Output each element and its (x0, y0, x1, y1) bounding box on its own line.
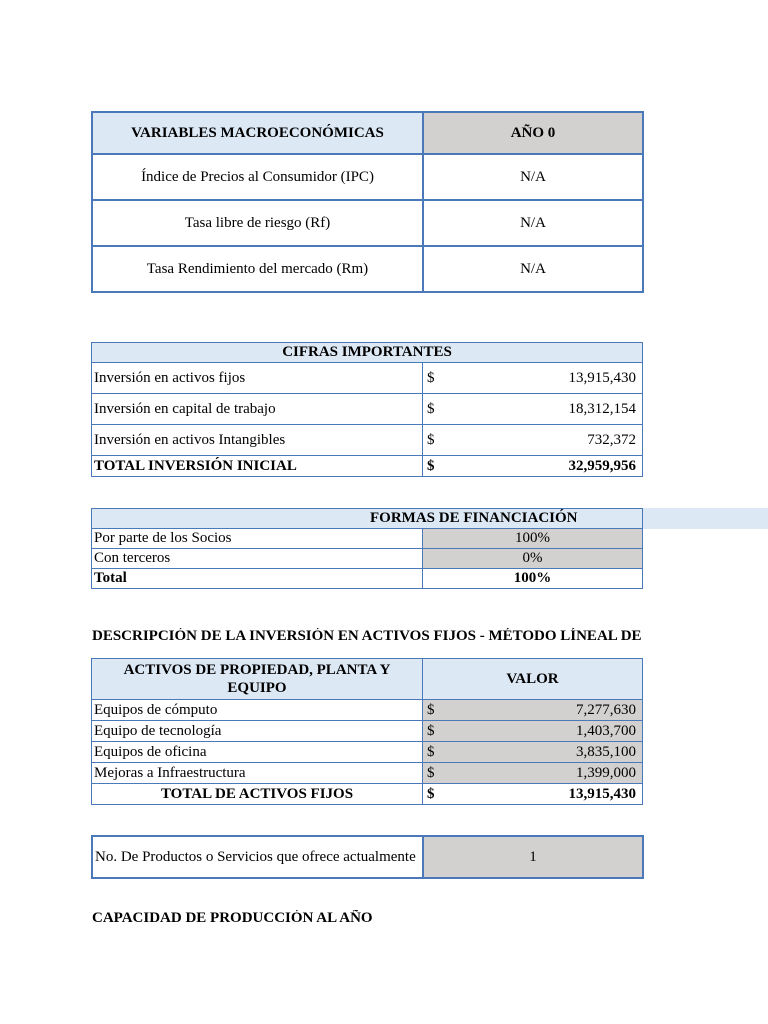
financiacion-title[interactable]: FORMAS DE FINANCIACIÓN (92, 509, 643, 529)
currency-symbol: $ (423, 742, 463, 763)
activo-row-label[interactable]: Equipos de cómputo (92, 700, 423, 721)
financiacion-row-value[interactable]: 100% (423, 529, 643, 549)
capacidad-section-title: CAPACIDAD DE PRODUCCIÓN AL AÑO (92, 910, 373, 926)
activo-row-value[interactable]: 7,277,630 (463, 700, 643, 721)
activo-row-label[interactable]: Equipo de tecnología (92, 721, 423, 742)
activo-row-value[interactable]: 1,403,700 (463, 721, 643, 742)
cifras-title[interactable]: CIFRAS IMPORTANTES (92, 343, 643, 363)
macro-row-rf-value[interactable]: N/A (423, 200, 643, 246)
financiacion-row-label[interactable]: Por parte de los Socios (92, 529, 423, 549)
activo-row-value[interactable]: 1,399,000 (463, 763, 643, 784)
activo-row-value[interactable]: 3,835,100 (463, 742, 643, 763)
activos-fijos-table (91, 658, 643, 805)
macro-row-ipc-value[interactable]: N/A (423, 154, 643, 200)
macro-row-rf-label[interactable]: Tasa libre de riesgo (Rf) (92, 200, 423, 246)
currency-symbol: $ (423, 700, 463, 721)
activos-total-value[interactable]: 13,915,430 (463, 784, 643, 805)
cifras-row-value[interactable]: 18,312,154 (463, 394, 643, 425)
macro-header-variables[interactable]: VARIABLES MACROECONÓMICAS (92, 112, 423, 154)
productos-table (91, 835, 644, 879)
macro-variables-table (91, 111, 644, 293)
cifras-total-value[interactable]: 32,959,956 (463, 456, 643, 477)
financiacion-row-label[interactable]: Con terceros (92, 549, 423, 569)
cifras-total-label[interactable]: TOTAL INVERSIÓN INICIAL (92, 456, 423, 477)
financiacion-row-value[interactable]: 0% (423, 549, 643, 569)
macro-row-ipc-label[interactable]: Índice de Precios al Consumidor (IPC) (92, 154, 423, 200)
activos-header-assets[interactable]: ACTIVOS DE PROPIEDAD, PLANTA Y EQUIPO (92, 659, 423, 700)
activos-total-label[interactable]: TOTAL DE ACTIVOS FIJOS (92, 784, 423, 805)
currency-symbol: $ (423, 763, 463, 784)
financiacion-header-extension (642, 508, 768, 529)
cifras-row-label[interactable]: Inversión en capital de trabajo (92, 394, 423, 425)
productos-label[interactable]: No. De Productos o Servicios que ofrece actualmente (92, 836, 423, 878)
macro-row-rm-label[interactable]: Tasa Rendimiento del mercado (Rm) (92, 246, 423, 292)
cifras-row-label[interactable]: Inversión en activos Intangibles (92, 425, 423, 456)
financiacion-table (91, 508, 643, 589)
cifras-row-value[interactable]: 13,915,430 (463, 363, 643, 394)
cifras-row-value[interactable]: 732,372 (463, 425, 643, 456)
currency-symbol: $ (423, 784, 463, 805)
currency-symbol: $ (423, 394, 463, 425)
currency-symbol: $ (423, 363, 463, 394)
productos-value[interactable]: 1 (423, 836, 643, 878)
financiacion-total-label[interactable]: Total (92, 569, 423, 589)
activo-row-label[interactable]: Mejoras a Infraestructura (92, 763, 423, 784)
currency-symbol: $ (423, 721, 463, 742)
descripcion-section-title: DESCRIPCIÓN DE LA INVERSIÓN EN ACTIVOS FIJOS - MÉTODO LÍNEAL DE (92, 628, 642, 644)
activo-row-label[interactable]: Equipos de oficina (92, 742, 423, 763)
currency-symbol: $ (423, 425, 463, 456)
currency-symbol: $ (423, 456, 463, 477)
macro-header-year[interactable]: AÑO 0 (423, 112, 643, 154)
financiacion-total-value[interactable]: 100% (423, 569, 643, 589)
macro-row-rm-value[interactable]: N/A (423, 246, 643, 292)
activos-header-value[interactable]: VALOR (423, 659, 643, 700)
cifras-importantes-table (91, 342, 643, 477)
cifras-row-label[interactable]: Inversión en activos fijos (92, 363, 423, 394)
